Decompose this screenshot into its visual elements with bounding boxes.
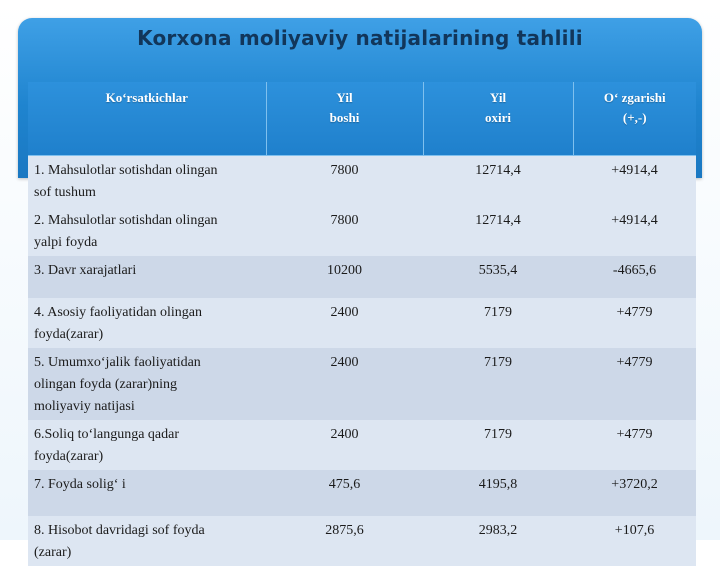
- financial-results-table: [28, 82, 696, 566]
- table-row: [28, 156, 696, 207]
- year-end-value: 4195,8: [423, 470, 573, 516]
- row-label: 1. Mahsulotlar sotishdan olingan sof tushum: [28, 156, 266, 207]
- row-label: 6.Soliq to‘langunga qadar foyda(zarar): [28, 420, 266, 470]
- table-row: [28, 206, 696, 256]
- year-start-value: 7800: [266, 156, 423, 207]
- row-label: 2. Mahsulotlar sotishdan olingan yalpi foyda: [28, 206, 266, 256]
- year-start-value: 10200: [266, 256, 423, 298]
- row-label: 4. Asosiy faoliyatidan olingan foyda(zarar): [28, 298, 266, 348]
- year-start-value: 7800: [266, 206, 423, 256]
- table-row: [28, 348, 696, 420]
- year-start-value: 2400: [266, 348, 423, 420]
- table-row: [28, 470, 696, 516]
- change-value: +4914,4: [573, 206, 696, 256]
- header-year-start: Yil boshi: [266, 82, 423, 156]
- row-label: 3. Davr xarajatlari: [28, 256, 266, 298]
- year-end-value: 12714,4: [423, 206, 573, 256]
- year-end-value: 5535,4: [423, 256, 573, 298]
- table-row: [28, 256, 696, 298]
- row-label: 5. Umumxo‘jalik faoliyatidan olingan foyda (zarar)ning moliyaviy natijasi: [28, 348, 266, 420]
- year-start-value: 475,6: [266, 470, 423, 516]
- year-end-value: 12714,4: [423, 156, 573, 207]
- change-value: +3720,2: [573, 470, 696, 516]
- header-indicators: Ko‘rsatkichlar: [28, 82, 266, 156]
- year-start-value: 2400: [266, 420, 423, 470]
- table-row: [28, 516, 696, 566]
- change-value: +4914,4: [573, 156, 696, 207]
- row-label: 7. Foyda solig‘ i: [28, 470, 266, 516]
- year-start-value: 2875,6: [266, 516, 423, 566]
- year-start-value: 2400: [266, 298, 423, 348]
- year-end-value: 7179: [423, 348, 573, 420]
- change-value: -4665,6: [573, 256, 696, 298]
- financial-results-table-container: [28, 82, 696, 566]
- header-year-end: Yil oxiri: [423, 82, 573, 156]
- change-value: +107,6: [573, 516, 696, 566]
- table-header-row: [28, 82, 696, 156]
- year-end-value: 7179: [423, 420, 573, 470]
- change-value: +4779: [573, 420, 696, 470]
- table-row: [28, 420, 696, 470]
- year-end-value: 2983,2: [423, 516, 573, 566]
- change-value: +4779: [573, 298, 696, 348]
- page-title: Korxona moliyaviy natijalarining tahlili: [137, 26, 583, 50]
- header-change: O‘ zgarishi (+,-): [573, 82, 696, 156]
- year-end-value: 7179: [423, 298, 573, 348]
- table-row: [28, 298, 696, 348]
- change-value: +4779: [573, 348, 696, 420]
- row-label: 8. Hisobot davridagi sof foyda (zarar): [28, 516, 266, 566]
